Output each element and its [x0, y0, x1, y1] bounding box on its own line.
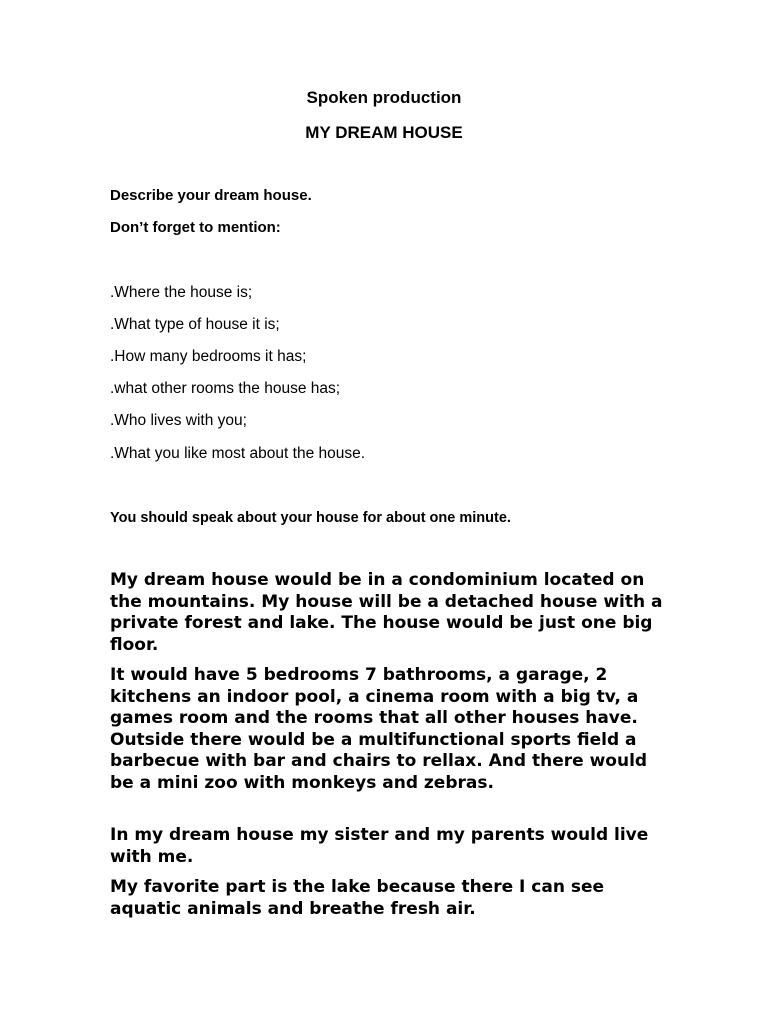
instruction-describe: Describe your dream house. [110, 187, 312, 204]
instruction-mention: Don’t forget to mention: [110, 219, 281, 236]
time-note: You should speak about your house for about one minute. [110, 510, 511, 526]
document-heading: Spoken production [306, 88, 462, 107]
point-bedrooms: .How many bedrooms it has; [110, 348, 307, 365]
answer-paragraph-family: In my dream house my sister and my parents would live with me. [110, 825, 649, 867]
point-type: .What type of house it is; [110, 316, 280, 333]
point-like-most: .What you like most about the house. [110, 445, 366, 462]
point-where: .Where the house is; [110, 284, 253, 301]
answer-paragraph-favorite: My favorite part is the lake because there I can see aquatic animals and breathe fresh air. [110, 877, 605, 919]
document-title: MY DREAM HOUSE [305, 123, 463, 142]
answer-paragraph-rooms: It would have 5 bedrooms 7 bathrooms, a garage, 2 kitchens an indoor pool, a cinema room with a big tv, a games room and the rooms that all other houses have. Outside there would be a multifunctional sports field a barbecue with bar and chairs to rellax. And there would be a mini zoo with monkeys and zebras. [110, 665, 648, 793]
point-other-rooms: .what other rooms the house has; [110, 380, 341, 397]
answer-paragraph-location: My dream house would be in a condominium located on the mountains. My house will be a detached house with a private forest and lake. The house would be just one big floor. [110, 570, 663, 655]
point-who-lives: .Who lives with you; [110, 412, 247, 429]
